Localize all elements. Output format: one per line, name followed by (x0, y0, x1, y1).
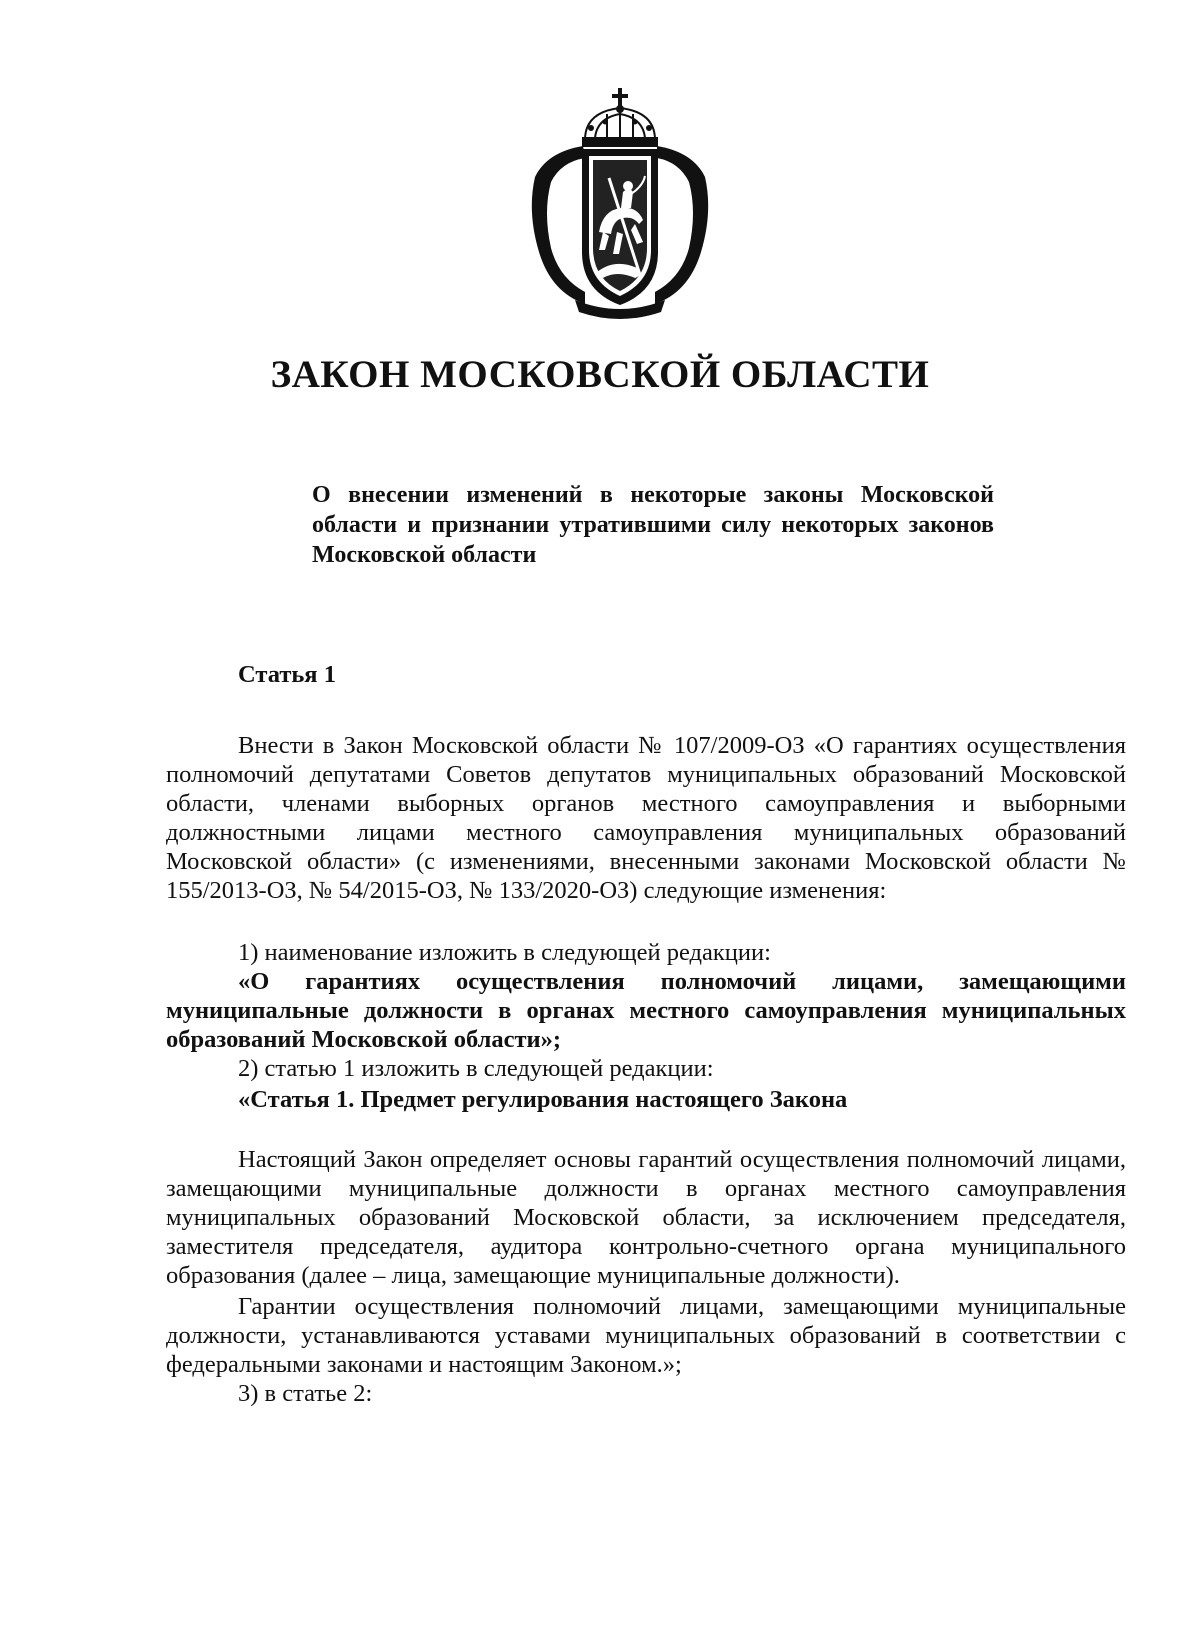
document-body (166, 660, 1126, 1408)
paragraph-guarantees: Гарантии осуществления полномочий лицами, замещающими муниципальные должности, устанавливаются уставами муниципальных образований в соответствии с федеральными законами и настоящим Законом.»; (166, 1293, 1126, 1378)
paragraph-article-1-text: Настоящий Закон определяет основы гарантий осуществления полномочий лицами, замещающими муниципальные должности в органах местного самоуправления муниципальных образований Московской области, за исключением председателя, заместителя председателя, аудитора контрольно-счетного органа муниципального образования (далее – лица, замещающие муниципальные должности). (166, 1146, 1126, 1289)
law-title: ЗАКОН МОСКОВСКОЙ ОБЛАСТИ (270, 353, 930, 396)
paragraph-item-1: 1) наименование изложить в следующей редакции: (238, 939, 771, 966)
law-subtitle: О внесении изменений в некоторые законы Московской области и признании утратившими силу некоторых законов Московской области (312, 482, 994, 568)
paragraph-item-3: 3) в статье 2: (238, 1380, 373, 1407)
moscow-oblast-coat-of-arms-icon (525, 82, 715, 322)
paragraph-item-2: 2) статью 1 изложить в следующей редакции: (238, 1055, 714, 1082)
paragraph-article-1-heading: «Статья 1. Предмет регулирования настоящего Закона (238, 1086, 848, 1113)
article-heading: Статья 1 (238, 661, 336, 688)
paragraph-new-name: «О гарантиях осуществления полномочий лицами, замещающими муниципальные должности в органах местного самоуправления муниципальных образований Московской области»; (166, 968, 1126, 1053)
paragraph-amendment-intro: Внести в Закон Московской области № 107/2009-ОЗ «О гарантиях осуществления полномочий депутатами Советов депутатов муниципальных образований Московской области, членами выборных органов местного самоуправления и выборными должностными лицами местного самоуправления муниципальных образований Московской области» (с изменениями, внесенными законами Московской области № 155/2013-ОЗ, № 54/2015-ОЗ, № 133/2020-ОЗ) следующие изменения: (166, 732, 1126, 904)
